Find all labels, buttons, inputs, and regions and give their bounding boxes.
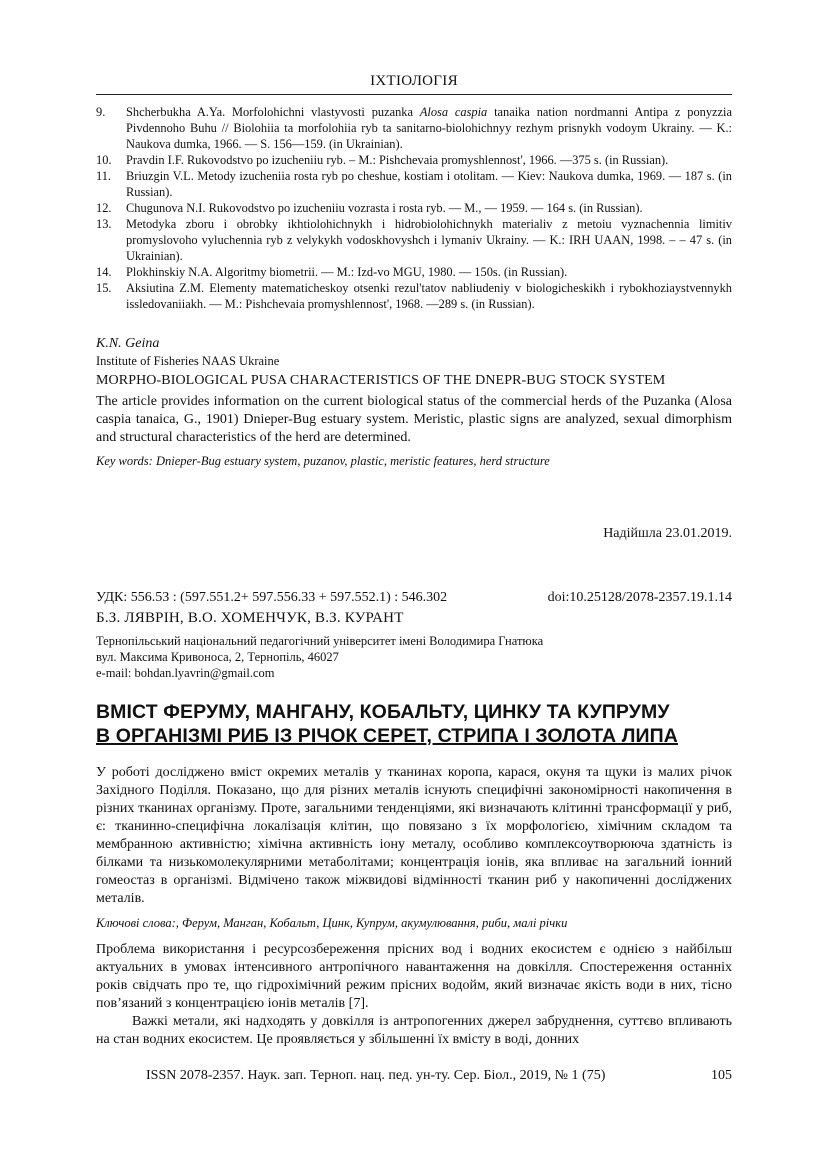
- english-author: K.N. Geina: [96, 336, 160, 351]
- reference-text: Metodyka zboru i obrobky ikhtiolohichnykh i hidrobiolohichnykh materialiv z metoiu vyznachennia limitiv promyslovoho vyluchennia ryb z velykykh vodoskhovyshch i lymaniv Ukrainy. — K.: IRH UAAN, 1998. – – 47 s. (in Ukrainian).: [126, 217, 732, 263]
- affiliation-address: вул. Максима Кривоноса, 2, Тернопіль, 46027: [96, 650, 339, 664]
- reference-text: Aksiutina Z.M. Elementy matematicheskoy otsenki rezul'tatov nabliudeniy v biologicheskikh i rybokhoziaystvennykh issledovaniiakh. — M.: Pishchevaia promyshlennost', 1968. —289 s. (in Russian).: [126, 281, 732, 311]
- reference-item: [96, 152, 732, 168]
- reference-number: 14.: [96, 265, 112, 279]
- reference-item: [96, 280, 732, 312]
- affiliation-name: Тернопільський національний педагогічний університет імені Володимира Гнатюка: [96, 634, 544, 648]
- english-title: MORPHO-BIOLOGICAL PUSA CHARACTERISTICS OF THE DNEPR-BUG STOCK SYSTEM: [96, 373, 666, 388]
- article-authors: Б.З. ЛЯВРІН, В.О. ХОМЕНЧУК, В.З. КУРАНТ: [96, 610, 404, 626]
- reference-text: Pravdin I.F. Rukovodstvo po izucheniiu ryb. – M.: Pishchevaia promyshlennost', 1966. —375 s. (in Russian).: [126, 153, 669, 167]
- reference-text: Shcherbukha A.Ya. Morfolohichni vlastyvosti puzanka Alosa caspia tanaika nation nordmanni Antipa z ponyzzia Pivdennoho Buhu // Biolohiia ta morfolohiia ryb ta sanitarno-biolohichnyy rezhym prisnykh vodoym Ukrainy. — K.: Naukova dumka, 1966. — S. 156—159. (in Ukrainian).: [126, 105, 733, 151]
- affiliation-block: [96, 633, 732, 681]
- journal-citation: ISSN 2078-2357. Наук. зап. Терноп. нац. пед. ун-ту. Сер. Біол., 2019, № 1 (75): [146, 1068, 606, 1083]
- english-institution: Institute of Fisheries NAAS Ukraine: [96, 354, 280, 368]
- body-paragraph-1: Проблема використання і ресурсозбереження прісних вод і водних екосистем є однією з найбільш актуальних в умовах інтенсивного антропічного навантаження на довкілля. Спостереження останніх років свідчать про те, що гідрохімічний режим прісних водойм, який визначає якість води в них, тісно пов’язаний з концентрацією іонів металів [7].: [96, 942, 732, 1011]
- udk-doi-line: [96, 590, 732, 606]
- reference-text: Plokhinskiy N.A. Algoritmy biometrii. — M.: Izd-vo MGU, 1980. — 150s. (in Russian).: [126, 265, 568, 279]
- article-title-line-2: В ОРГАНІЗМІ РИБ ІЗ РІЧОК СЕРЕТ, СТРИПА І ЗОЛОТА ЛИПА: [96, 725, 678, 747]
- reference-number: 15.: [96, 281, 112, 295]
- article-body: [96, 941, 732, 1049]
- doi-code: doi:10.25128/2078-2357.19.1.14: [547, 590, 732, 605]
- reference-item: [96, 216, 732, 264]
- reference-item: [96, 264, 732, 280]
- article-title-line-1: ВМІСТ ФЕРУМУ, МАНГАНУ, КОБАЛЬТУ, ЦИНКУ ТА КУПРУМУ: [96, 701, 670, 723]
- running-header: [96, 73, 732, 95]
- reference-number: 11.: [96, 169, 112, 183]
- received-date: Надійшла 23.01.2019.: [603, 526, 732, 541]
- page-number: 105: [711, 1068, 732, 1083]
- english-abstract-text: The article provides information on the current biological status of the commercial herds of the Puzanka (Alosa caspia tanaica, G., 1901) Dnieper-Bug estuary system. Meristic, plastic signs are analyzed, sexual dimorphism and structural characteristics of the herd are determined.: [96, 394, 732, 445]
- reference-number: 13.: [96, 217, 112, 231]
- reference-item: [96, 168, 732, 200]
- english-abstract-block: [96, 335, 732, 469]
- author-email: e-mail: bohdan.lyavrin@gmail.com: [96, 666, 275, 680]
- reference-item: [96, 104, 732, 152]
- article-title: [96, 700, 732, 748]
- reference-list: [96, 104, 732, 312]
- page-footer: [96, 1068, 732, 1084]
- article-keywords: Ключові слова:, Ферум, Манган, Кобальт, Цинк, Купрум, акумулювання, риби, малі річки: [96, 916, 568, 930]
- reference-text: Chugunova N.I. Rukovodstvo po izucheniiu vozrasta i rosta ryb. — M., — 1959. — 164 s. (in Russian).: [126, 201, 643, 215]
- udk-code: УДК: 556.53 : (597.551.2+ 597.556.33 + 597.552.1) : 546.302: [96, 590, 448, 605]
- reference-text: Briuzgin V.L. Metody izucheniia rosta ryb po cheshue, kostiam i otolitam. — Kiev: Naukova dumka, 1969. — 187 s. (in Russian).: [126, 169, 732, 199]
- reference-number: 9.: [96, 105, 106, 119]
- reference-number: 12.: [96, 201, 112, 215]
- reference-item: [96, 200, 732, 216]
- section-title: ІХТІОЛОГІЯ: [370, 73, 458, 89]
- article-abstract: У роботі досліджено вміст окремих металів у тканинах коропа, карася, окуня та щуки із малих річок Західного Поділля. Показано, що для різних металів існують специфічні закономірності накопичення в різних тканинах організму. Проте, загальними тенденціями, які визначають клітинні трансформації у риб, є: тканинно-специфічна локалізація клітин, що повязано з їх морфологією, хімічним складом та мембранною активністю; хімічна активність іону металу, особливо комплексоутворююча здатність із білками та низькомолекулярними метаболітами; концентрація іонів, яка впливає на загальний іонний гомеостаз в організмі. Відмічено також міжвидові відмінності тканин риб у накопиченні досліджених металів.: [96, 765, 732, 906]
- reference-number: 10.: [96, 153, 112, 167]
- body-paragraph-2: Важкі метали, які надходять у довкілля із антропогенних джерел забруднення, суттєво впливають на стан водних екосистем. Це проявляється у збільшенні їх вмісту в воді, донних: [96, 1014, 732, 1047]
- english-keywords: Key words: Dnieper-Bug estuary system, puzanov, plastic, meristic features, herd structure: [96, 454, 550, 468]
